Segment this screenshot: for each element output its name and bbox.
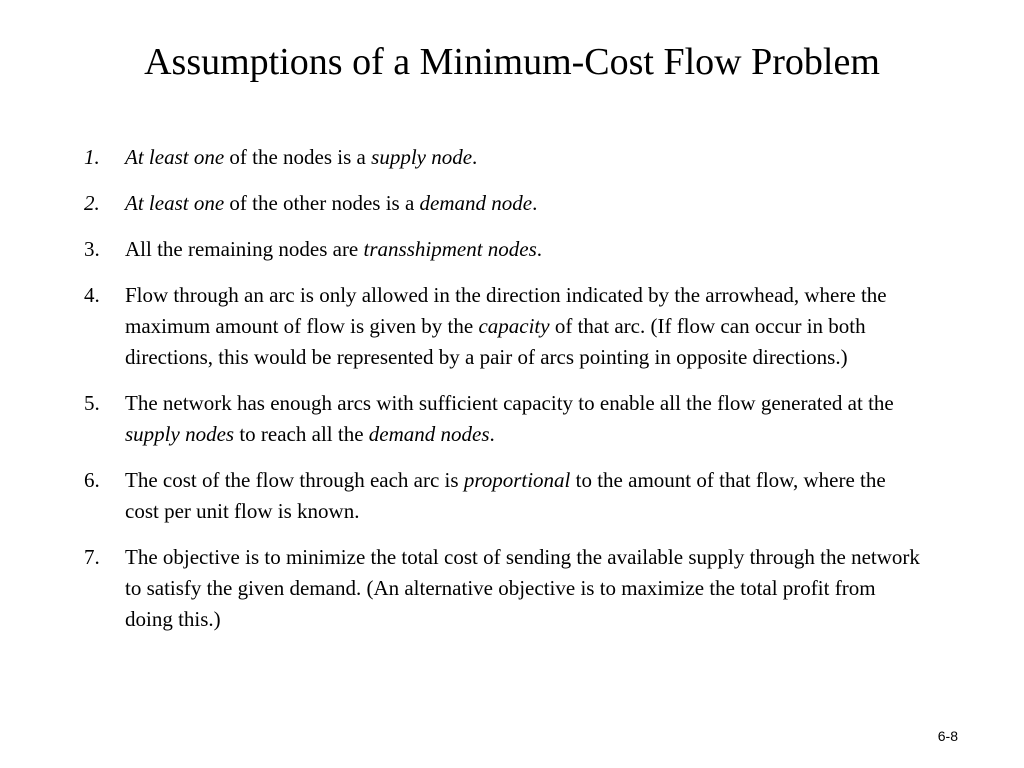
list-item-text: [125, 388, 924, 450]
list-item-text: [125, 234, 924, 265]
emphasized-term: proportional: [463, 468, 571, 492]
text-segment: of that arc. (If flow can occur in both directions, this would be represented by a pair of arcs pointing in opposite directions.): [125, 314, 866, 369]
text-segment: .: [472, 145, 478, 169]
list-item-number: 7.: [84, 545, 100, 569]
list-item: [84, 234, 924, 265]
emphasized-term: At least one: [125, 191, 225, 215]
emphasized-term: transshipment nodes: [363, 237, 537, 261]
list-item: [84, 465, 924, 527]
list-item-number: 1.: [84, 145, 100, 169]
list-item-number: 3.: [84, 237, 100, 261]
emphasized-term: supply node: [371, 145, 473, 169]
text-segment: of the other nodes is a: [224, 191, 420, 215]
slide-title: Assumptions of a Minimum-Cost Flow Problem: [144, 41, 880, 83]
text-segment: .: [536, 237, 543, 261]
emphasized-term: demand nodes: [368, 422, 490, 446]
text-segment: of the nodes is a: [224, 145, 372, 169]
text-segment: The cost of the flow through each arc is: [125, 468, 464, 492]
list-item-text: [125, 142, 924, 173]
list-item-text: [125, 542, 924, 635]
emphasized-term: demand node: [419, 191, 533, 215]
list-item-text: [125, 465, 924, 527]
list-item: [84, 388, 924, 450]
list-item: [84, 280, 924, 373]
text-segment: Flow through an arc is only allowed in the direction indicated by the arrowhead, where the maximum amount of flow is given by the: [125, 283, 887, 338]
list-item-number: 2.: [84, 191, 100, 215]
list-item: [84, 542, 924, 635]
list-item-number: 4.: [84, 283, 100, 307]
text-segment: to the amount of that flow, where the cost per unit flow is known.: [125, 468, 886, 523]
text-segment: The network has enough arcs with sufficient capacity to enable all the flow generated at the: [125, 391, 894, 415]
text-segment: .: [532, 191, 538, 215]
text-segment: The objective is to minimize the total cost of sending the available supply through the network to satisfy the given demand. (An alternative objective is to maximize the total profit from doing this.): [125, 545, 920, 631]
list-item-text: [125, 188, 924, 219]
list-item-number: 5.: [84, 391, 100, 415]
list-item: [84, 188, 924, 219]
text-segment: All the remaining nodes are: [125, 237, 364, 261]
list-item-number: 6.: [84, 468, 100, 492]
emphasized-term: supply nodes: [125, 422, 235, 446]
page-number: 6-8: [937, 728, 958, 744]
text-segment: to reach all the: [234, 422, 369, 446]
emphasized-term: capacity: [478, 314, 550, 338]
emphasized-term: At least one: [125, 145, 225, 169]
list-item: [84, 142, 924, 173]
text-segment: .: [489, 422, 495, 446]
assumption-list: [84, 142, 924, 650]
list-item-text: [125, 280, 924, 373]
